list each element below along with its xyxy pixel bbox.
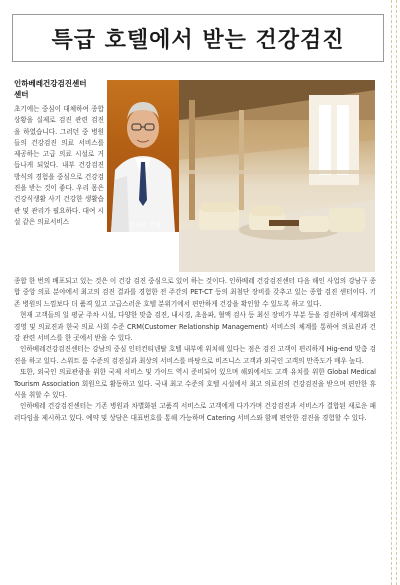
headline-box <box>12 14 384 62</box>
byline <box>14 78 104 100</box>
hotel-lounge-photo <box>179 80 375 272</box>
article-body <box>14 276 376 424</box>
portrait-illustration <box>107 80 179 232</box>
page-edge-rule <box>391 0 397 585</box>
article-headline: 특급 호텔에서 받는 건강검진 <box>51 26 345 53</box>
article-paragraph-1: 종합 한 번의 배포되고 있는 것은 이 건강 검진 중심으로 있어 하는 것이다. 인하베레 건강검진센터 다음 해인 사업의 강남구 종합 중앙 의료 분야에서 최고의 검진 결과를 경험한 전 주간의 PET-CT 등의 최첨단 장비를 갖추고 있는 종합 검진 센터이다. 기존 병원의 느낌보다 더 품격 있고 고급스러운 호텔 분위기에서 편안하게 건강을 확인할 수 있도록 하고 있다. <box>14 277 376 308</box>
article-paragraph-5: 인하베레 건강검진센터는 기존 병원과 차별화된 고품격 서비스로 고객에게 다가가며 건강검진과 서비스가 결합된 새로운 패러다임을 제시하고 있다. 예약 및 상담은 대표번호를 통해 가능하며 Catering 서비스와 함께 편안한 검진을 경험할 수 있다. <box>14 402 376 422</box>
left-column-text: 초기에는 중심이 대체하여 종합상황을 실제로 검진 관련 검진을 하였습니다. 그러던 중 병원들의 건강검진 의료 서비스를 제공하는 고급 의료 시설로 거듭나게 되었다. 내부 건강검진 방식의 경험을 중심으로 건강검진을 받는 것이 좋다. 우리 몸은 건강식생활 사기 건강한 생활습관 및 관리가 필요하다. 대여 시설 같은 의료서비스 <box>14 105 104 226</box>
article-paragraph-3: 인하베레건강검진센터는 강남의 중심 인터컨티넨탈 호텔 내부에 위치해 있다는 점은 검진 고객이 편리하게 Hig-end 맞춤 검진을 하고 있다. 스위트 룸 수준의 검진실과 최상의 서비스를 바탕으로 비즈니스 고객과 외국인 고객의 만족도가 매우 높다. <box>14 345 376 365</box>
byline-title: 인하베레건강검진센터 <box>14 79 87 88</box>
portrait-photo <box>107 80 179 232</box>
hotel-lounge-illustration <box>179 80 375 272</box>
article-paragraph-4: 또한, 외국인 의료관광을 위한 국제 서비스 및 가이드 역시 준비되어 있으며 해외에서도 고객 유치를 위한 Global Medical Tourism Association 회원으로 활동하고 있다. 국내 최고 수준의 호텔 시설에서 최고 의료진의 건강검진을 받으며 편안한 휴식을 취할 수 있다. <box>14 368 376 400</box>
photo-caption: 인하부 원장 <box>129 222 162 229</box>
byline-name: 센터 <box>14 90 29 99</box>
article-paragraph-2: 현재 고객들의 일 평균 주차 시설, 다양한 맞춤 검진, 내시경, 초음파, 혈액 검사 등 최신 장비가 부분 등을 검진하며 세계화된 경영 및 의료진과 한국 의료 사회 수준 CRM(Customer Relationship Management) 서비스의 체계를 통하여 의료진과 건강 관련 서비스를 한 곳에서 받을 수 있다. <box>14 311 376 343</box>
